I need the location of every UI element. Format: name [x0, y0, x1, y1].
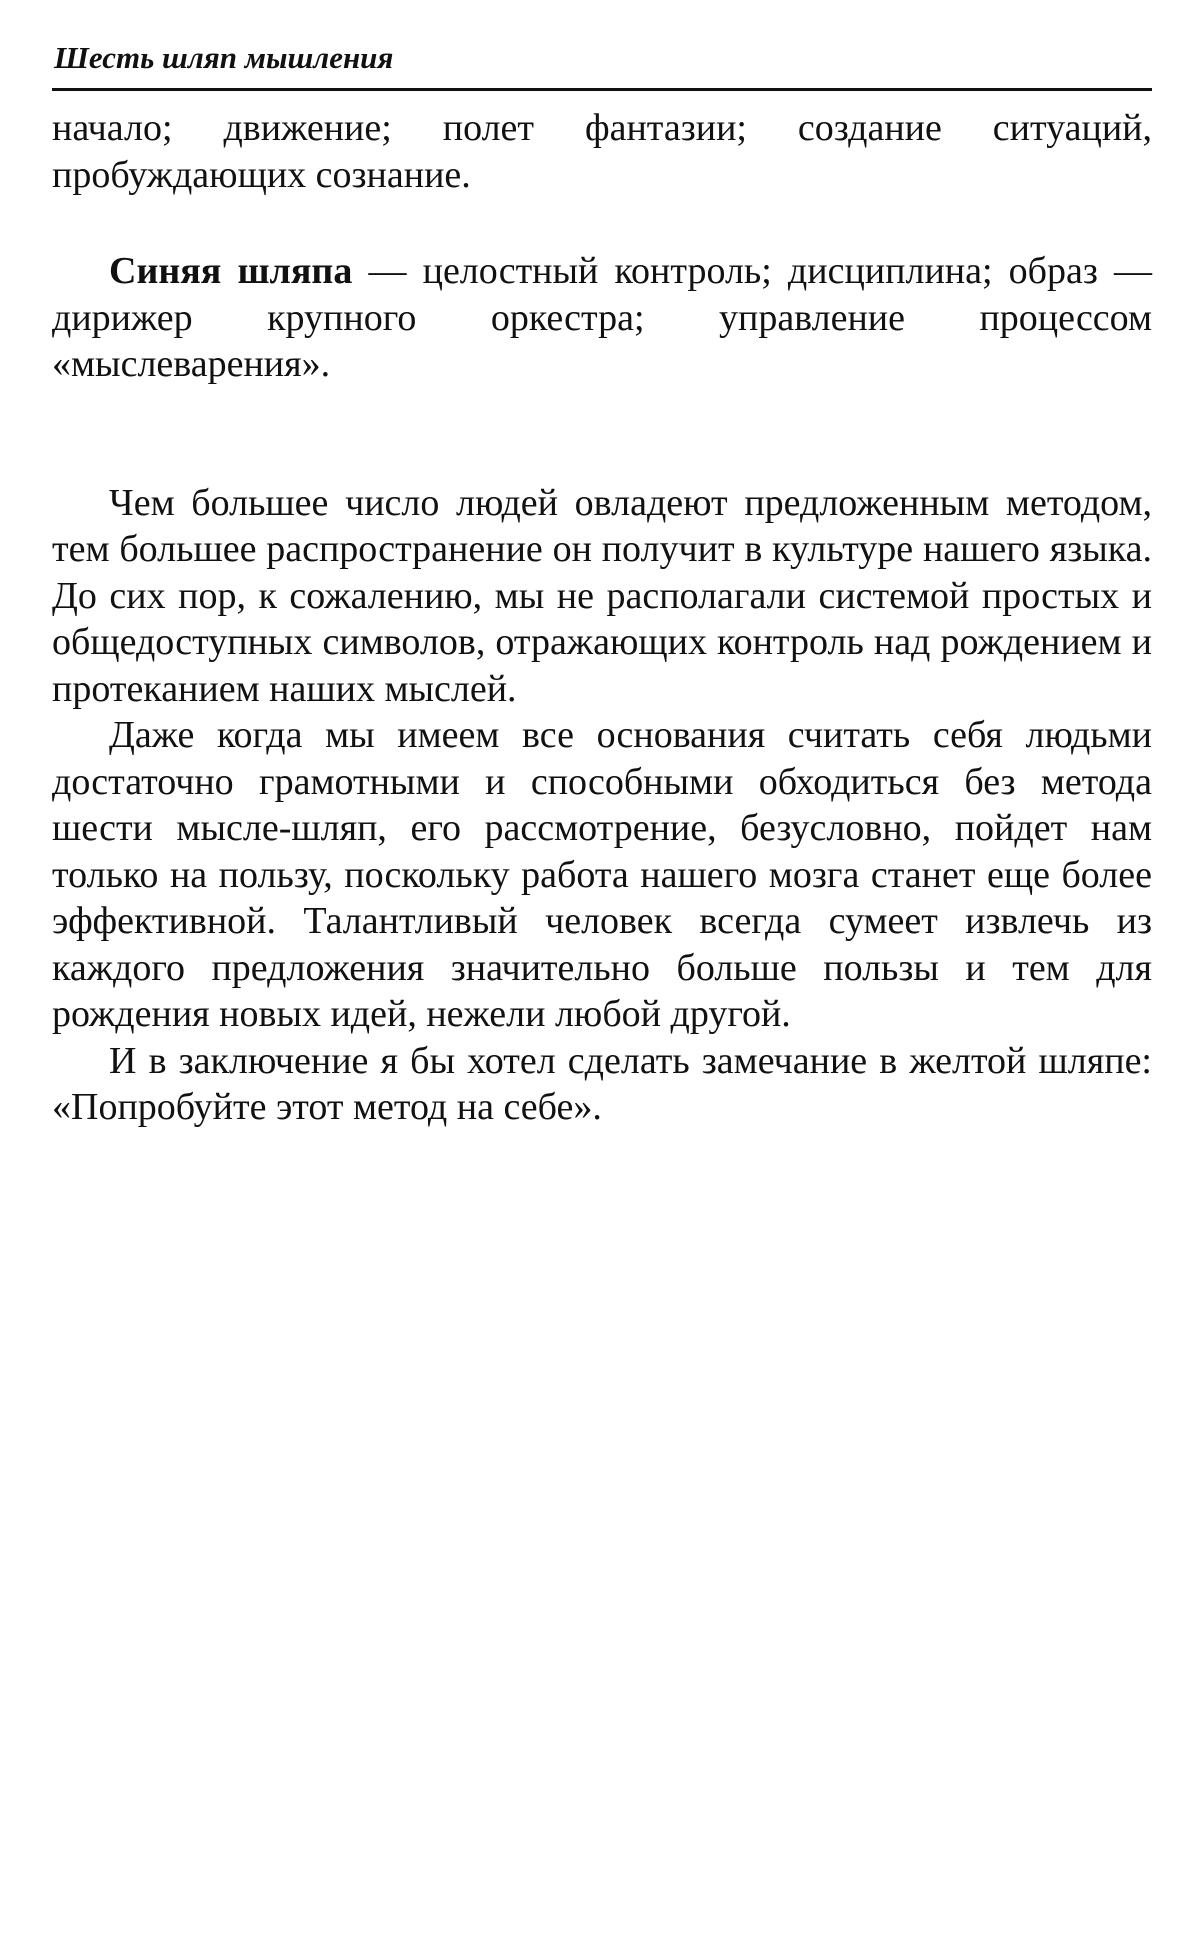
paragraph: Даже когда мы имеем все основания считать себя людьми достаточно грамотными и способными обходиться без метода шести мысле-шляп, его рассмотрение, безусловно, пойдет нам только на пользу, поскольку работа нашего мозга станет еще более эффективной. Талантливый человек всегда сумеет извлечь из каждого предложения значительно больше пользы и тем для рождения новых идей, нежели любой другой.	[52, 714, 1152, 1035]
continuation-paragraph: начало; движение; полет фантазии; создание ситуаций, пробуждающих сознание.	[52, 107, 1152, 196]
paragraph: Чем большее число людей овладеют предложенным методом, тем большее распространение он получит в культуре нашего языка. До сих пор, к сожалению, мы не располагали системой простых и общедоступных символов, отражающих контроль над рождением и протеканием наших мыслей.	[52, 481, 1152, 710]
definition-term: Синяя шляпа	[109, 250, 353, 292]
definition-paragraph	[52, 248, 1152, 388]
paragraph: И в заключение я бы хотел сделать замечание в желтой шляпе: «Попробуйте этот метод на себе».	[52, 1039, 1152, 1128]
header-rule	[52, 88, 1152, 91]
section-spacer	[52, 388, 1152, 480]
book-page	[52, 38, 1152, 1131]
spacer	[52, 198, 1152, 248]
definition-text: — целостный контроль; дисциплина; образ — дирижер крупного оркестра; управление процессом «мыслеварения».	[52, 250, 1153, 385]
running-title: Шесть шляп мышления	[54, 40, 394, 75]
